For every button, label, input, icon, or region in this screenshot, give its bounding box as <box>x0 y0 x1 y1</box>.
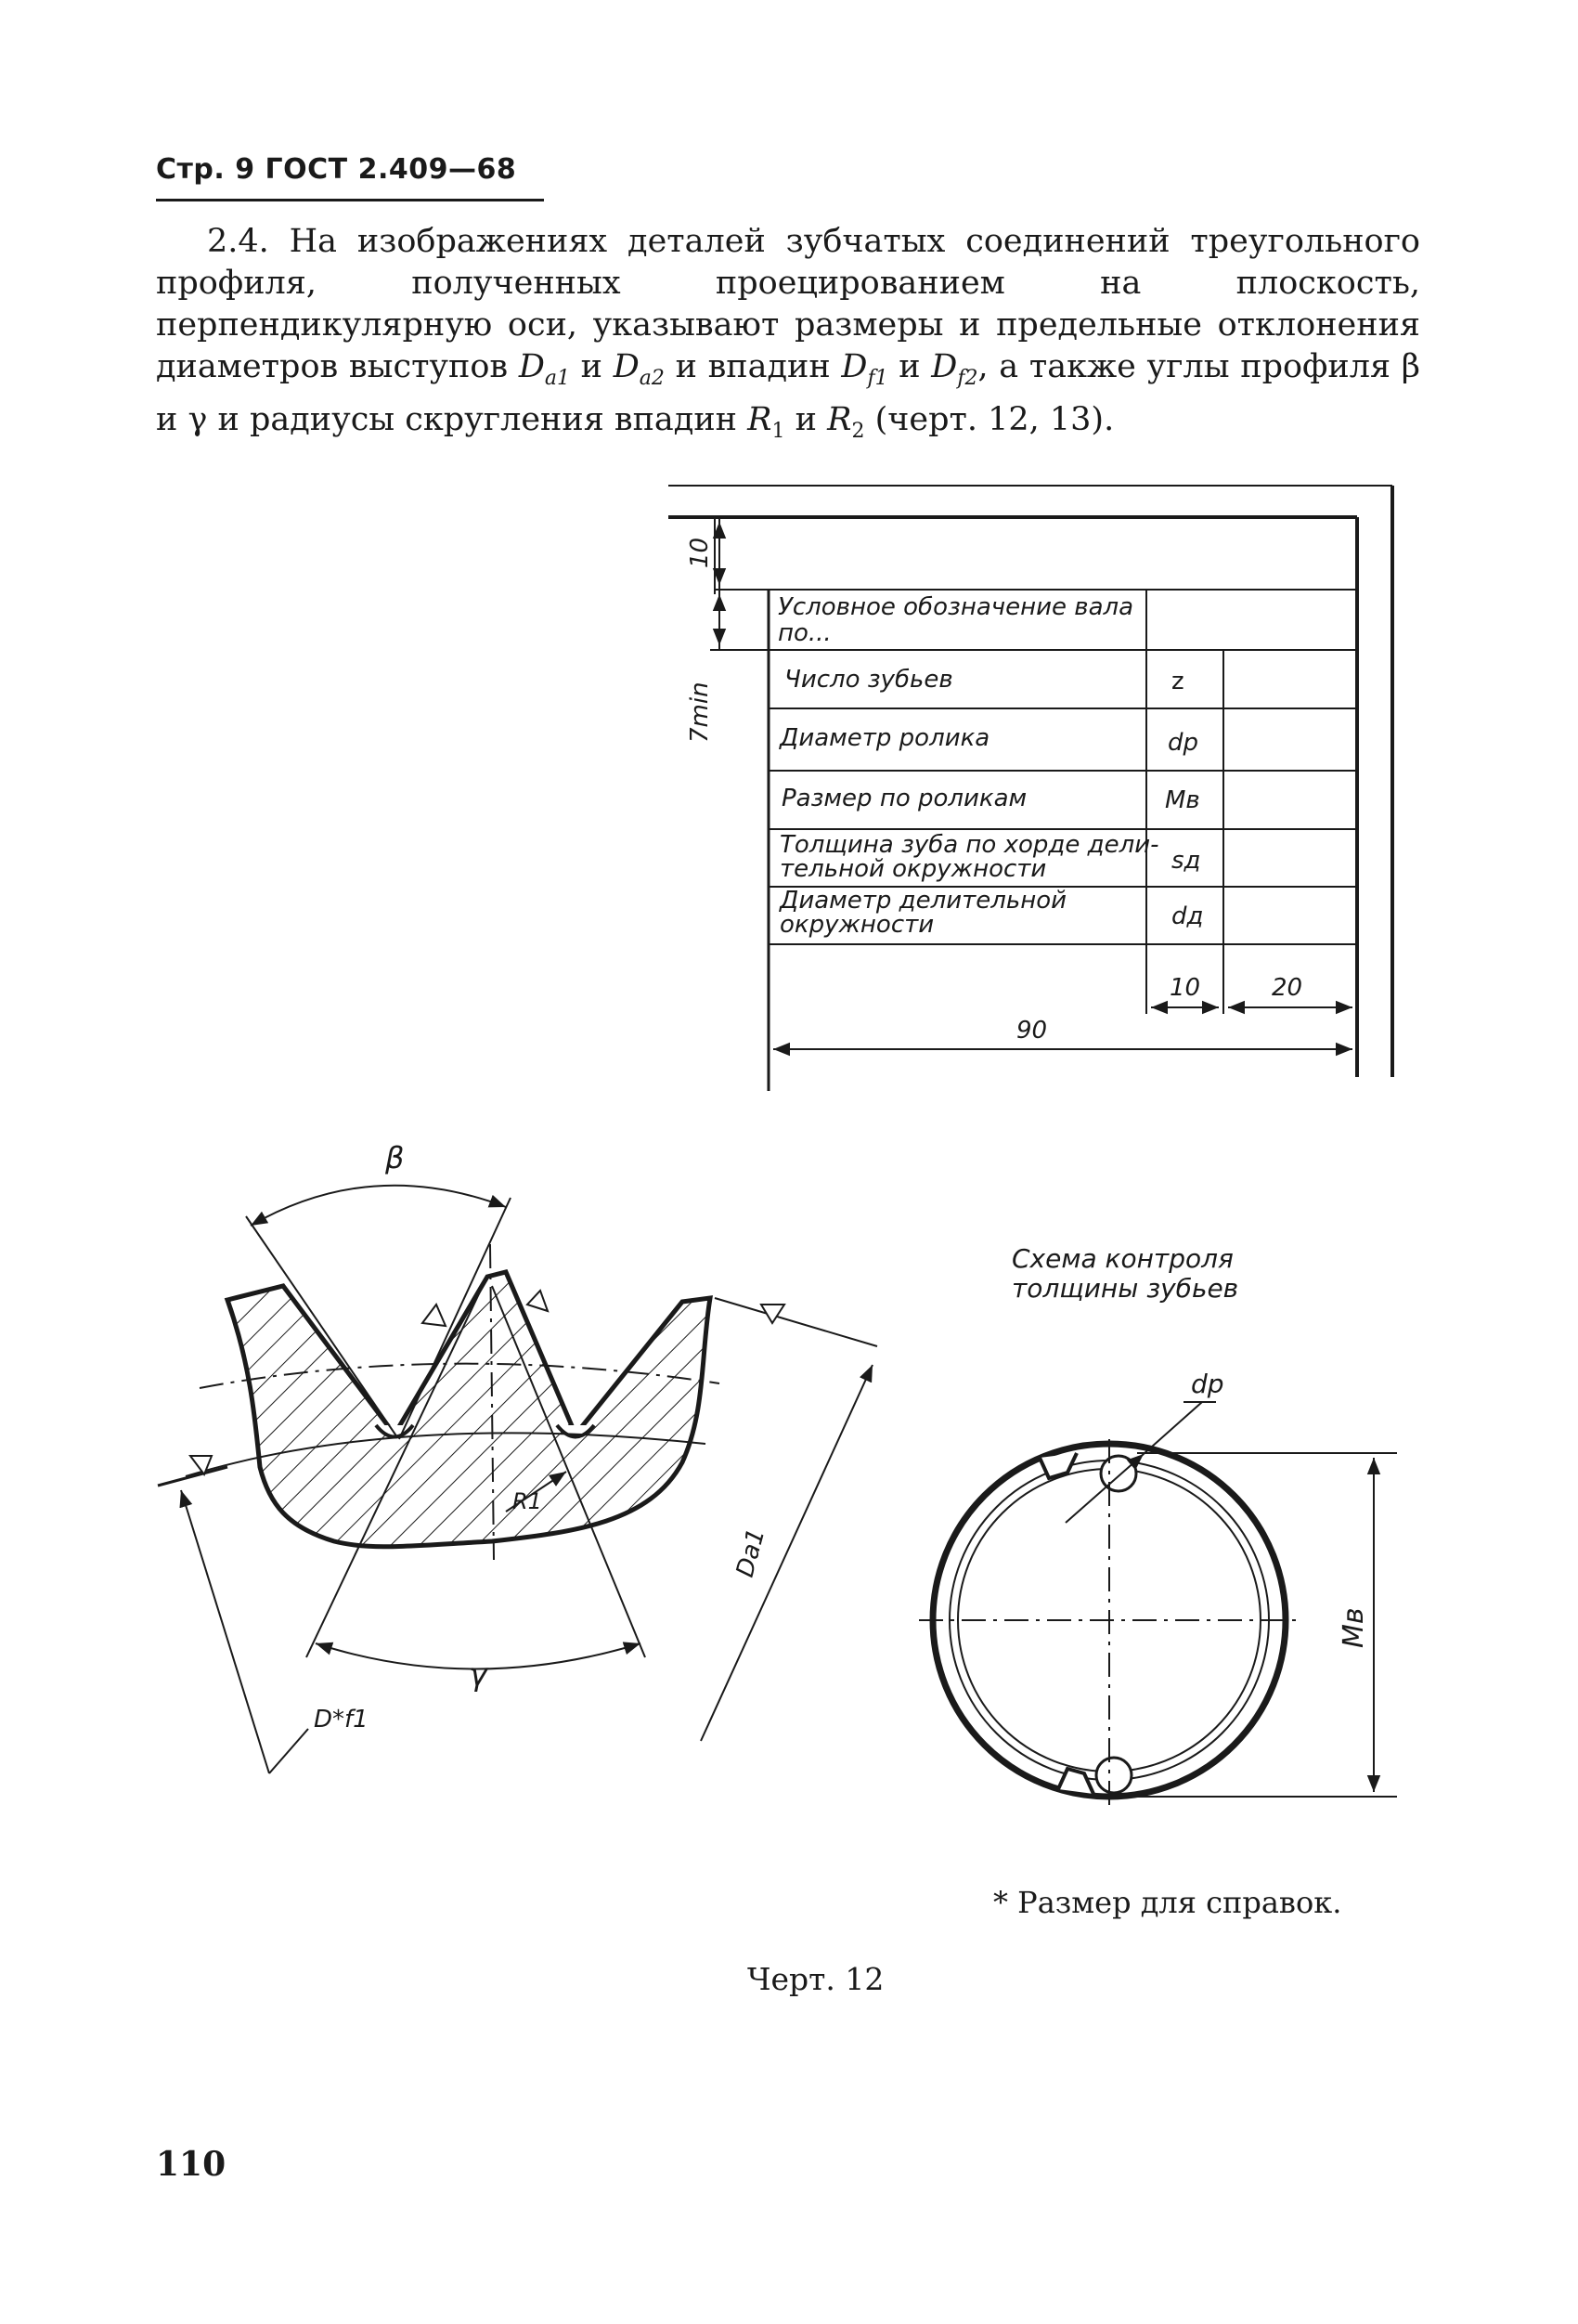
symbol-R: R <box>747 401 772 438</box>
da1-label: Da1 <box>731 1526 771 1580</box>
scheme-title-line2: толщины зубьев <box>1012 1273 1239 1304</box>
table-rows <box>686 538 1302 1045</box>
row-size-over-rollers-label: Размер по роликам <box>782 785 1028 812</box>
dim-row-height: 10 <box>686 537 714 568</box>
dim-total-width: 90 <box>1016 1017 1048 1045</box>
subscript-2: 2 <box>851 420 865 443</box>
control-scheme-labels <box>1012 1243 1370 1648</box>
symbol-D: D <box>931 348 958 385</box>
page-number: 110 <box>156 2145 226 2184</box>
row-pitch-diameter-line1: Диаметр делительной <box>780 887 1067 915</box>
conjunction: и <box>570 348 614 385</box>
conjunction: и <box>784 401 828 438</box>
subscript-1: 1 <box>771 420 785 443</box>
paragraph-part4: (черт. 12, 13). <box>864 401 1115 438</box>
row-tooth-thickness-line1: Толщина зуба по хорде дели- <box>780 831 1159 859</box>
conjunction: и <box>887 348 932 385</box>
row-tooth-thickness-symbol: sд <box>1171 847 1201 875</box>
paragraph-part3: , а также углы профиля β и γ и радиусы скругления впадин <box>156 348 1420 438</box>
control-scheme-figure <box>919 1402 1397 1811</box>
row-pitch-diameter-symbol: dд <box>1171 902 1204 930</box>
subscript-f1: f1 <box>867 367 888 390</box>
footnote: * Размер для справок. <box>993 1885 1342 1920</box>
mb-label: Mв <box>1338 1607 1370 1648</box>
symbol-D: D <box>613 348 640 385</box>
tooth-profile-figure <box>158 1186 877 1773</box>
dim-col-symbol: 10 <box>1170 974 1201 1002</box>
row-pitch-diameter-line2: окружности <box>780 911 935 939</box>
row-size-over-rollers-symbol: Mв <box>1165 786 1200 814</box>
paragraph-part1: 2.4. На изображениях деталей зубчатых соединений треугольного профиля, полученных проецированием на плоскость, перпендикулярную оси, указывают размеры и предельные отклонения диаметров выступов <box>156 223 1420 385</box>
gamma-label: γ <box>469 1656 488 1694</box>
r1-label: R1 <box>512 1488 542 1514</box>
symbol-D: D <box>841 348 868 385</box>
figure-caption: Черт. 12 <box>747 1961 885 1997</box>
row-shaft-designation-line2: по... <box>778 619 832 647</box>
symbol-D: D <box>518 348 545 385</box>
row-shaft-designation-line1: Условное обозначение вала <box>778 593 1134 621</box>
subscript-f2: f2 <box>957 367 978 390</box>
row-teeth-count-symbol: z <box>1171 668 1184 695</box>
scheme-title-line1: Схема контроля <box>1012 1243 1234 1274</box>
row-roller-diameter-symbol: dp <box>1168 729 1199 757</box>
subscript-a1: a1 <box>544 367 570 390</box>
beta-label: β <box>385 1140 405 1175</box>
df1-label: D*f1 <box>314 1706 369 1733</box>
dp-label: dp <box>1191 1369 1224 1399</box>
row-teeth-count-label: Число зубьев <box>784 666 953 694</box>
row-tooth-thickness-line2: тельной окружности <box>780 855 1047 883</box>
paragraph-part2: и впадин <box>664 348 842 385</box>
dim-min-label: 7min <box>686 682 714 743</box>
page-header: Стр. 9 ГОСТ 2.409—68 <box>156 153 517 186</box>
subscript-a2: a2 <box>639 367 665 390</box>
dim-col-value: 20 <box>1272 974 1303 1002</box>
row-roller-diameter-label: Диаметр ролика <box>780 724 990 752</box>
symbol-R: R <box>827 401 852 438</box>
